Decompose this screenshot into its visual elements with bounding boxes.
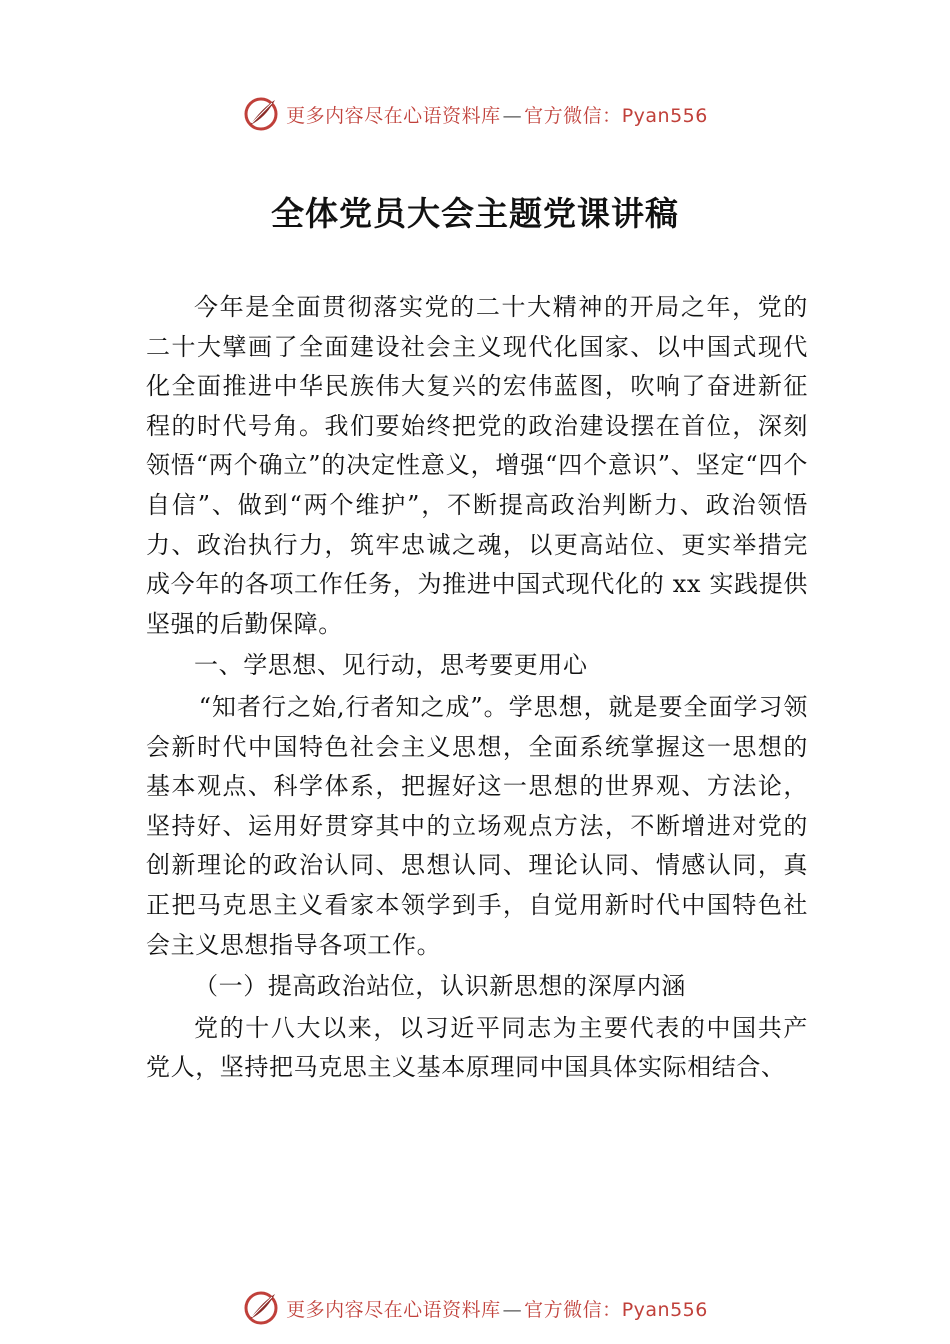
watermark-text	[286, 101, 708, 128]
watermark-text	[286, 1295, 708, 1322]
paragraph-study: “知者行之始,行者知之成”。学思想，就是要全面学习领会新时代中国特色社会主义思想，全面系统掌握这一思想的基本观点、科学体系，把握好这一思想的世界观、方法论， 坚持好、运用好贯穿其中的立场观点方法，不断增进对党的创新理论的政治认同、思想认同、理论认同、情感认同，真正把马克思主义看家本领学到手，自觉用新时代中国特色社会主义思想指导各项工作。	[146, 692, 808, 959]
document-title: 全体党员大会主题党课讲稿	[271, 194, 679, 233]
watermark-label: 官方微信：	[524, 104, 622, 127]
watermark-library: 更多内容尽在心语资料库	[286, 104, 501, 127]
section-heading-1: 一、学思想、见行动，思考要更用心	[194, 651, 588, 680]
quill-circle-logo-icon	[242, 1289, 280, 1327]
watermark-library: 更多内容尽在心语资料库	[286, 1298, 501, 1321]
quill-circle-logo-icon	[242, 95, 280, 133]
paragraph-intro: 今年是全面贯彻落实党的二十大精神的开局之年，党的二十大擘画了全面建设社会主义现代化国家、以中国式现代化全面推进中华民族伟大复兴的宏伟蓝图，吹响了奋进新征程的时代号角。我们要始终把党的政治建设摆在首位，深刻领悟“两个确立”的决定性意义，增强“四个意识”、坚定“四个自信”、做到“两个维护”，不断提高政治判断力、政治领悟力、政治执行力，筑牢忠诚之魂，以更高站位、更实举措完成今年的各项工作任务，为推进中国式现代化的 xx 实践提供坚强的后勤保障。	[146, 293, 808, 638]
document-body	[146, 288, 808, 1088]
subsection-heading-1: （一）提高政治站位，认识新思想的深厚内涵	[194, 972, 686, 1001]
watermark-separator: —	[502, 1298, 523, 1321]
watermark-separator: —	[502, 104, 523, 127]
watermark-handle: Pyan556	[621, 1298, 708, 1321]
watermark-label: 官方微信：	[524, 1298, 622, 1321]
paragraph-history: 党的十八大以来，以习近平同志为主要代表的中国共产党人，坚持把马克思主义基本原理同中国具体实际相结合、	[146, 1013, 808, 1082]
watermark-handle: Pyan556	[621, 104, 708, 127]
footer-watermark	[0, 1286, 950, 1330]
header-watermark	[0, 92, 950, 136]
